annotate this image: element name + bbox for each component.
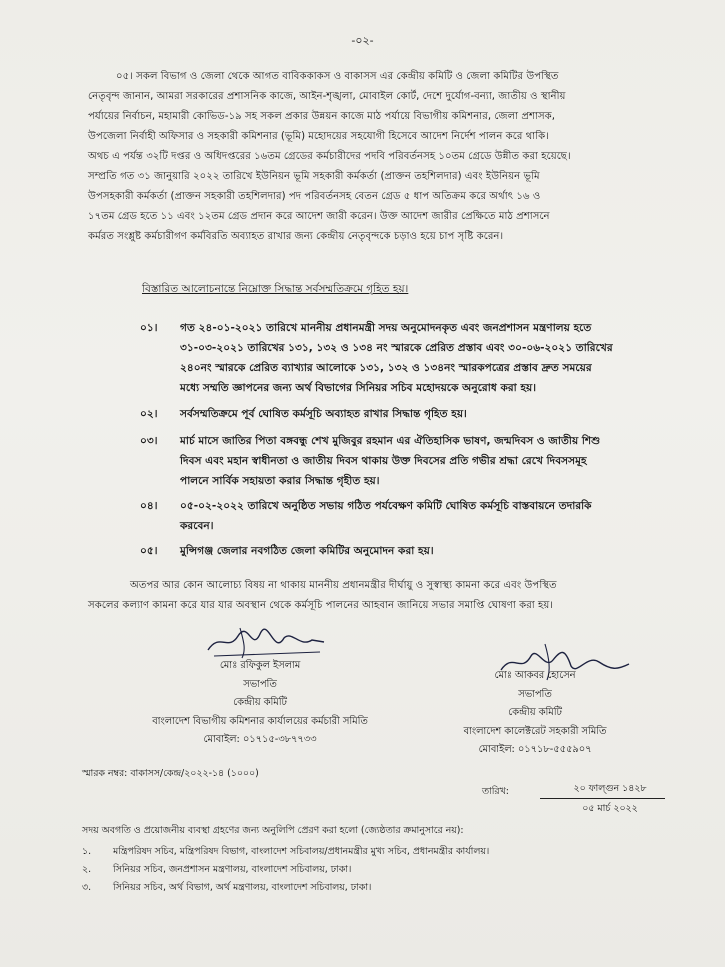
decision-line: ৩১-০৩-২০২১ তারিখের ১৩১, ১৩২ ও ১৩৪ নং স্মারকে প্রেরিত প্রস্তাব এবং ৩০-০৬-২০২১ তারিখের [180, 342, 613, 354]
decision-item [128, 318, 668, 400]
signatory-committee: কেন্দ্রীয় কমিটি [508, 707, 562, 718]
decision-line: মধ্যে সম্মতি জ্ঞাপনের জন্য অর্থ বিভাগের সিনিয়র সচিব মহোদয়কে অনুরোধ করা হয়। [180, 382, 537, 394]
cc-text: সিনিয়র সচিব, জনপ্রশাসন মন্ত্রণালয়, বাংলাদেশ সচিবালয়, ঢাকা। [112, 864, 352, 875]
cc-text: সিনিয়র সচিব, অর্থ বিভাগ, অর্থ মন্ত্রণালয়, বাংলাদেশ সচিবালয়, ঢাকা। [112, 882, 372, 893]
decision-number: ০৪। [140, 500, 158, 512]
signatory-name: মোঃ রফিকুল ইসলাম [219, 660, 301, 671]
intro-line: পর্যায়ের নির্বাচন, মহামারী কোভিড-১৯ সহ সকল প্রকার উন্নয়ন কাজে মাঠ পর্যায়ে বিভাগীয় কমিশনার, জেলা প্রশাসক, [88, 111, 556, 122]
decision-item [128, 541, 668, 563]
signatory-committee: কেন্দ্রীয় কমিটি [233, 697, 287, 708]
date-bangla: ২০ ফাল্গুন ১৪২৮ [573, 783, 647, 794]
signatory-right [420, 667, 650, 760]
page-number: -০২- [351, 34, 374, 47]
decision-line: ২৪০নং স্মারকে প্রেরিত ব্যাখ্যার আলোকে ১৩১, ১৩২ ও ১৩৪নং স্মারকপত্রের প্রস্তাব দ্রুত সময়ের [180, 362, 592, 374]
signatory-mobile: মোবাইল: ০১৭১৮-৫৫৫৯০৭ [478, 744, 592, 755]
cc-item [82, 862, 351, 877]
decision-line: করবেন। [180, 520, 214, 532]
date-divider [540, 798, 665, 799]
decision-line: পালনে সার্বিক সহায়তা করার সিদ্ধান্ত গৃহীত হয়। [180, 475, 380, 487]
date-label: তারিখ: [482, 786, 509, 797]
closing-line: অতপর আর কোন আলোচ্য বিষয় না থাকায় মাননীয় প্রধানমন্ত্রীর দীর্ঘায়ু ও সুস্বাস্থ্য কামনা করে এবং উপস্থিত [130, 580, 557, 591]
cc-number: ২. [82, 864, 92, 875]
intro-line: ০৫। সকল বিভাগ ও জেলা থেকে আগত বাবিককাকস ও বাকাসস এর কেন্দ্রীয় কমিটি ও জেলা কমিটির উপস্থিত [116, 71, 559, 82]
decision-line: গত ২৪-০১-২০২১ তারিখে মাননীয় প্রধানমন্ত্রী সদয় অনুমোদনকৃত এবং জনপ্রশাসন মন্ত্রণালয় হতে [180, 322, 592, 334]
signatory-title: সভাপতি [518, 688, 552, 700]
decision-number: ০৩। [140, 435, 158, 447]
decision-number: ০৫। [140, 545, 158, 557]
intro-line: উপসহকারী কর্মকর্তা (প্রাক্তন সহকারী তহশিলদার) পদ পরিবর্তনসহ বেতন গ্রেড ৫ ধাপ অতিক্রম করে অর্থাৎ ১৬ ও [88, 191, 541, 202]
signature-left-scrawl-icon [200, 622, 330, 662]
decision-item [128, 431, 668, 493]
cc-intro: সদয় অবগতি ও প্রয়োজনীয় ব্যবস্থা গ্রহণের জন্য অনুলিপি প্রেরণ করা হলো (জ্যেষ্ঠতার ক্রমানুসারে নয়): [82, 825, 464, 836]
decision-line: মুন্সিগঞ্জ জেলার নবগঠিত জেলা কমিটির অনুমোদন করা হয়। [180, 545, 434, 557]
decision-line: সর্বসম্মতিক্রমে পূর্ব ঘোষিত কর্মসূচি অব্যাহত রাখার সিদ্ধান্ত গৃহিত হয়। [180, 408, 467, 420]
intro-line: ১৭তম গ্রেড হতে ১১ এবং ১২তম গ্রেড প্রদান করে আদেশ জারী করেন। উক্ত আদেশ জারীর প্রেক্ষিতে মাঠ প্রশাসনে [88, 211, 550, 222]
cc-number: ৩. [82, 882, 92, 893]
closing-paragraph [88, 576, 663, 616]
signatory-name: মোঃ আকবর হোসেন [494, 670, 576, 681]
decision-item [128, 404, 668, 426]
decision-number: ০২। [140, 408, 158, 420]
intro-paragraph [88, 67, 658, 247]
signatory-organization: বাংলাদেশ কালেক্টরেট সহকারী সমিতি [463, 725, 607, 737]
cc-item [82, 844, 489, 859]
closing-line: সকলের কল্যাণ কামনা করে যার যার অবস্থান থেকে কর্মসূচি পালনের আহবান জানিয়ে সভার সমাপ্তি ঘোষণা করা হয়। [88, 600, 553, 611]
decision-line: মার্চ মাসে জাতির পিতা বঙ্গবন্ধু শেখ মুজিবুর রহমান এর ঐতিহাসিক ভাষণ, জন্মদিবস ও জাতীয় শিশু [180, 435, 601, 447]
intro-line: উপজেলা নির্বাহী অফিসার ও সহকারী কমিশনার (ভূমি) মহোদয়ের সহযোগী হিসেবে আদেশ নির্দেশ পালন করে থাকি। [88, 131, 549, 142]
cc-number: ১. [82, 846, 92, 857]
decision-line: দিবস এবং মহান স্বাধীনতা ও জাতীয় দিবস থাকায় উক্ত দিবসের প্রতি গভীর শ্রদ্ধা রেখে দিবসসমূহ [180, 455, 587, 467]
decision-line: ০৫-০২-২০২২ তারিখে অনুষ্ঠিত সভায় গঠিত পর্যবেক্ষণ কমিটি ঘোষিত কর্মসূচি বাস্তবায়নে তদারকি [180, 500, 592, 512]
signatory-organization: বাংলাদেশ বিভাগীয় কমিশনার কার্যালয়ের কর্মচারী সমিতি [152, 715, 368, 727]
memo-number: স্মারক নম্বর: বাকাসস/কেন্দ্র/২০২২-১৪ (১০০০) [82, 768, 259, 779]
cc-text: মন্ত্রিপরিষদ সচিব, মন্ত্রিপরিষদ বিভাগ, বাংলাদেশ সচিবালয়/প্রধানমন্ত্রীর মুখ্য সচিব, প্রধানমন্ত্রীর কার্যালয়। [112, 846, 490, 857]
intro-line: কর্মরত সংশ্লুষ্ট কর্মচারীগণ কর্মবিরতি অব্যাহত রাখার জন্য কেন্দ্রীয় নেতৃবৃন্দকে চড়াও হয়ে চাপ সৃষ্টি করেন। [88, 231, 504, 242]
date-gregorian: ০৫ মার্চ ২০২২ [582, 803, 638, 814]
intro-line: নেতৃবৃন্দ জানান, আমরা সরকারের প্রশাসনিক কাজে, আইন-শৃঙ্খলা, মোবাইল কোর্ট, দেশে দুর্যোগ-বন্যা, জাতীয় ও স্থানীয় [88, 91, 566, 102]
decision-number: ০১। [140, 322, 158, 334]
decisions-heading: বিস্তারিত আলোচনান্তে নিম্নোক্ত সিদ্ধান্ত সর্বসম্মতিক্রমে গৃহিত হয়। [142, 283, 409, 295]
signatory-title: সভাপতি [243, 678, 277, 690]
signatory-mobile: মোবাইল: ০১৭১৫-৩৮৭৭৩৩ [203, 734, 317, 745]
decision-item [128, 496, 668, 538]
intro-line: সম্প্রতি গত ৩১ জানুয়ারি ২০২২ তারিখে ইউনিয়ন ভূমি সহকারী কর্মকর্তা (প্রাক্তন তহশিলদার) এবং ইউনিয়ন ভূমি [88, 171, 540, 182]
cc-item [82, 880, 371, 895]
signatory-left [110, 657, 410, 750]
intro-line: অথচ এ পর্যন্ত ৩২টি দপ্তর ও অধিদপ্তরের ১৬তম গ্রেডের কর্মচারীদের পদবি পরিবর্তনসহ ১০তম গ্রেডে উন্নীত করা হয়েছে। [88, 151, 571, 162]
